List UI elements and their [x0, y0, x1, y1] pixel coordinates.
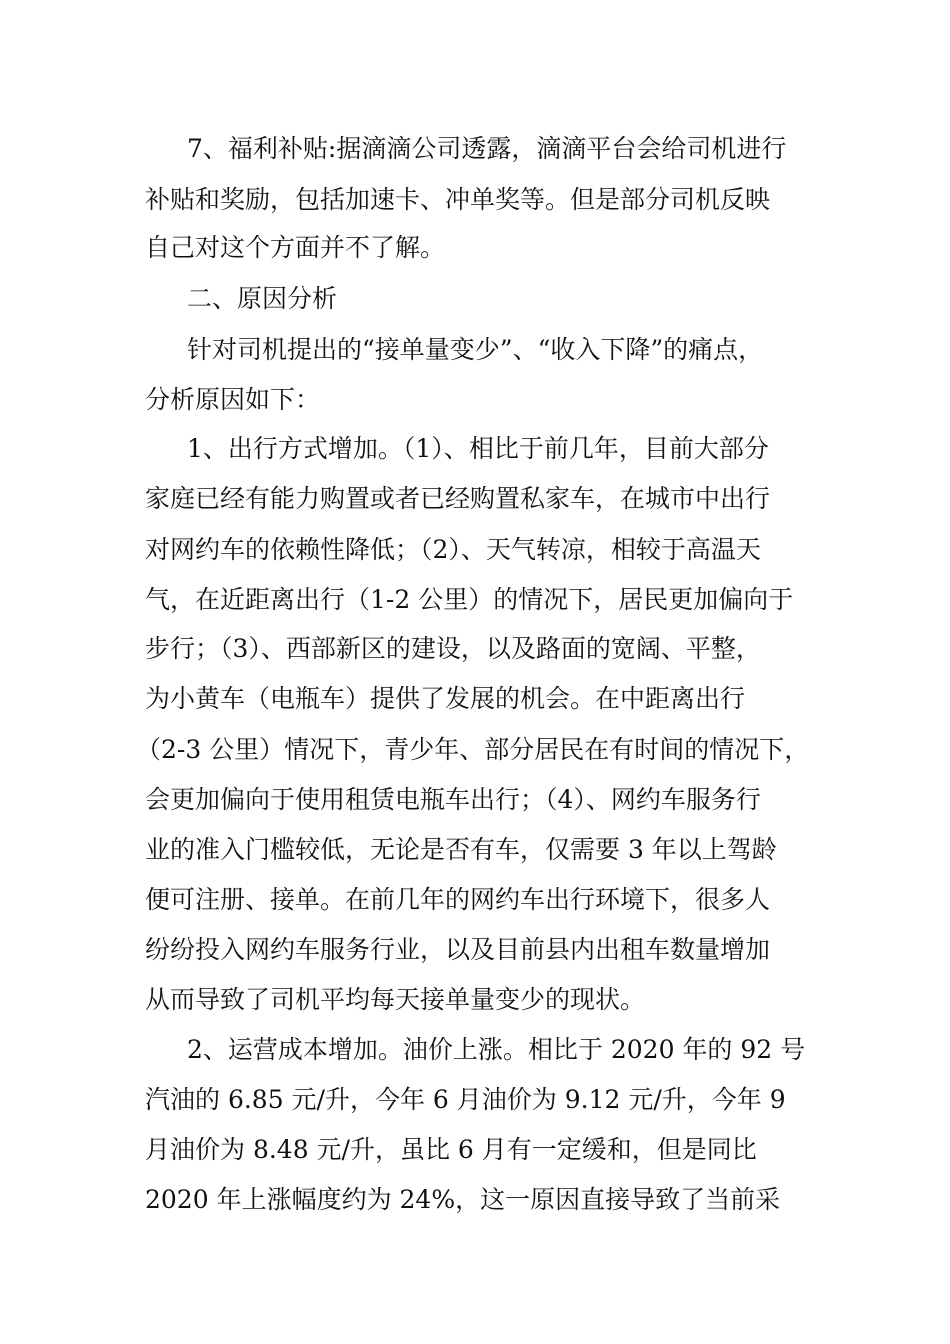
reason-2-line-3: 月油价为 8.48 元/升，虽比 6 月有一定缓和，但是同比: [145, 1135, 757, 1164]
reason-1-line-10: 便可注册、接单。在前几年的网约车出行环境下，很多人: [145, 885, 771, 914]
reason-1-line-12: 从而导致了司机平均每天接单量变少的现状。: [145, 985, 646, 1014]
welfare-subsidy-line-2: 补贴和奖励，包括加速卡、冲单奖等。但是部分司机反映: [145, 185, 771, 214]
reason-1-line-1: 1、出行方式增加。（1）、相比于前几年，目前大部分: [187, 434, 769, 463]
reason-1-line-3: 对网约车的依赖性降低；（2）、天气转凉，相较于高温天: [145, 535, 761, 564]
welfare-subsidy-line-3: 自己对这个方面并不了解。: [145, 233, 446, 262]
reason-1-line-8: 会更加偏向于使用租赁电瓶车出行；（4）、网约车服务行: [145, 785, 761, 814]
reason-1-line-4: 气，在近距离出行（1-2 公里）的情况下，居民更加偏向于: [145, 585, 794, 614]
reason-2-line-4: 2020 年上涨幅度约为 24%，这一原因直接导致了当前采: [145, 1185, 781, 1214]
reason-1-line-5: 步行；（3）、西部新区的建设，以及路面的宽阔、平整，: [145, 634, 761, 663]
reason-1-line-11: 纷纷投入网约车服务行业，以及目前县内出租车数量增加: [145, 935, 771, 964]
reason-2-line-1: 2、运营成本增加。油价上涨。相比于 2020 年的 92 号: [187, 1035, 806, 1064]
reason-2-line-2: 汽油的 6.85 元/升，今年 6 月油价为 9.12 元/升，今年 9: [145, 1085, 786, 1114]
reason-1-line-9: 业的准入门槛较低，无论是否有车，仅需要 3 年以上驾龄: [145, 835, 777, 864]
intro-line-1: 针对司机提出的“接单量变少”、“收入下降”的痛点，: [187, 335, 764, 364]
reason-1-line-7: （2-3 公里）情况下，青少年、部分居民在有时间的情况下，: [136, 735, 810, 764]
welfare-subsidy-line-1: 7、福利补贴:据滴滴公司透露，滴滴平台会给司机进行: [187, 134, 787, 163]
reason-1-line-6: 为小黄车（电瓶车）提供了发展的机会。在中距离出行: [145, 684, 746, 713]
reason-1-line-2: 家庭已经有能力购置或者已经购置私家车，在城市中出行: [145, 484, 771, 513]
section-heading: 二、原因分析: [187, 284, 338, 313]
intro-line-2: 分析原因如下：: [145, 385, 321, 414]
